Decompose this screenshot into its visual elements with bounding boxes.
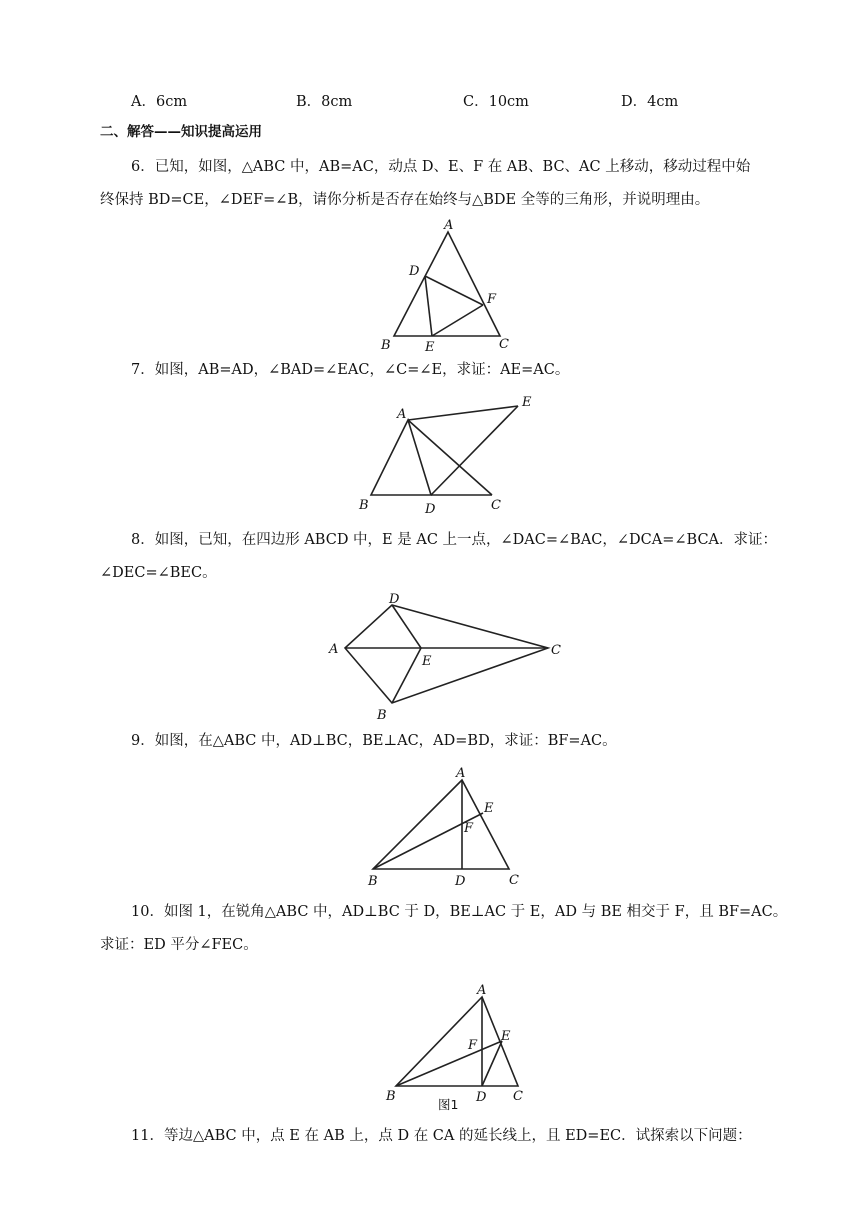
option-b: B．8cm <box>296 94 353 110</box>
option-c: C．10cm <box>463 94 529 110</box>
label-d: D <box>409 264 420 279</box>
label-c: C <box>509 873 519 888</box>
problem-10-text-line1: 10．如图 1，在锐角△ABC 中，AD⊥BC 于 D，BE⊥AC 于 E，AD 与 BE 相交于 F，且 BF=AC。 <box>131 904 788 920</box>
label-c: C <box>491 498 501 513</box>
label-b: B <box>381 338 391 353</box>
segment-ac <box>408 420 492 495</box>
problem-7-text: 7．如图，AB=AD，∠BAD=∠EAC，∠C=∠E，求证：AE=AC。 <box>131 362 570 378</box>
label-b: B <box>386 1089 396 1104</box>
problem-10-figure <box>380 975 530 1115</box>
label-e: E <box>501 1029 511 1044</box>
label-b: B <box>359 498 369 513</box>
segment-de <box>425 276 432 336</box>
triangle-abd <box>371 420 431 495</box>
figure-caption: 图1 <box>438 1097 459 1112</box>
problem-6-text-line2: 终保持 BD=CE，∠DEF=∠B，请你分析是否存在始终与△BDE 全等的三角形，并说明理由。 <box>100 192 710 208</box>
option-d: D．4cm <box>621 94 679 110</box>
label-c: C <box>513 1089 523 1104</box>
label-e: E <box>425 340 435 355</box>
triangle-abc <box>394 232 500 336</box>
label-a: A <box>477 983 487 998</box>
label-e: E <box>522 395 532 410</box>
label-d: D <box>476 1090 487 1105</box>
label-c: C <box>499 337 509 352</box>
segment-df <box>425 276 483 305</box>
label-f: F <box>468 1038 478 1053</box>
problem-9-figure <box>365 760 535 890</box>
problem-6-figure <box>378 215 528 355</box>
label-e: E <box>484 801 494 816</box>
label-a: A <box>456 766 466 781</box>
segment-be <box>396 1041 502 1086</box>
problem-8-text-line1: 8．如图，已知，在四边形 ABCD 中，E 是 AC 上一点，∠DAC=∠BAC，∠DCA=∠BCA．求证： <box>131 532 778 548</box>
label-f: F <box>487 292 497 307</box>
segment-de <box>431 406 518 495</box>
label-b: B <box>377 708 387 723</box>
option-a: A．6cm <box>131 94 188 110</box>
label-d: D <box>425 502 436 517</box>
label-d: D <box>389 592 400 607</box>
label-c: C <box>551 643 561 658</box>
segment-ef <box>432 305 483 336</box>
label-f: F <box>464 821 474 836</box>
label-e: E <box>422 654 432 669</box>
section-title: 二、解答——知识提高运用 <box>100 124 262 140</box>
problem-8-figure <box>325 588 570 723</box>
label-a: A <box>329 642 339 657</box>
problem-6-text-line1: 6．已知，如图，△ABC 中，AB=AC，动点 D、E、F 在 AB、BC、AC 上移动，移动过程中始 <box>131 159 751 175</box>
problem-10-text-line2: 求证：ED 平分∠FEC。 <box>100 937 258 953</box>
label-b: B <box>368 874 378 889</box>
triangle-abc <box>373 780 509 869</box>
quadrilateral-abcd <box>345 605 548 703</box>
label-a: A <box>444 218 454 233</box>
problem-11-text: 11．等边△ABC 中，点 E 在 AB 上，点 D 在 CA 的延长线上，且 ED=EC．试探索以下问题： <box>131 1128 752 1144</box>
segment-ae <box>408 406 518 420</box>
problem-7-figure <box>355 393 545 518</box>
label-d: D <box>455 874 466 889</box>
label-a: A <box>397 407 407 422</box>
problem-9-text: 9．如图，在△ABC 中，AD⊥BC，BE⊥AC，AD=BD，求证：BF=AC。 <box>131 733 617 749</box>
problem-8-text-line2: ∠DEC=∠BEC。 <box>100 565 217 581</box>
